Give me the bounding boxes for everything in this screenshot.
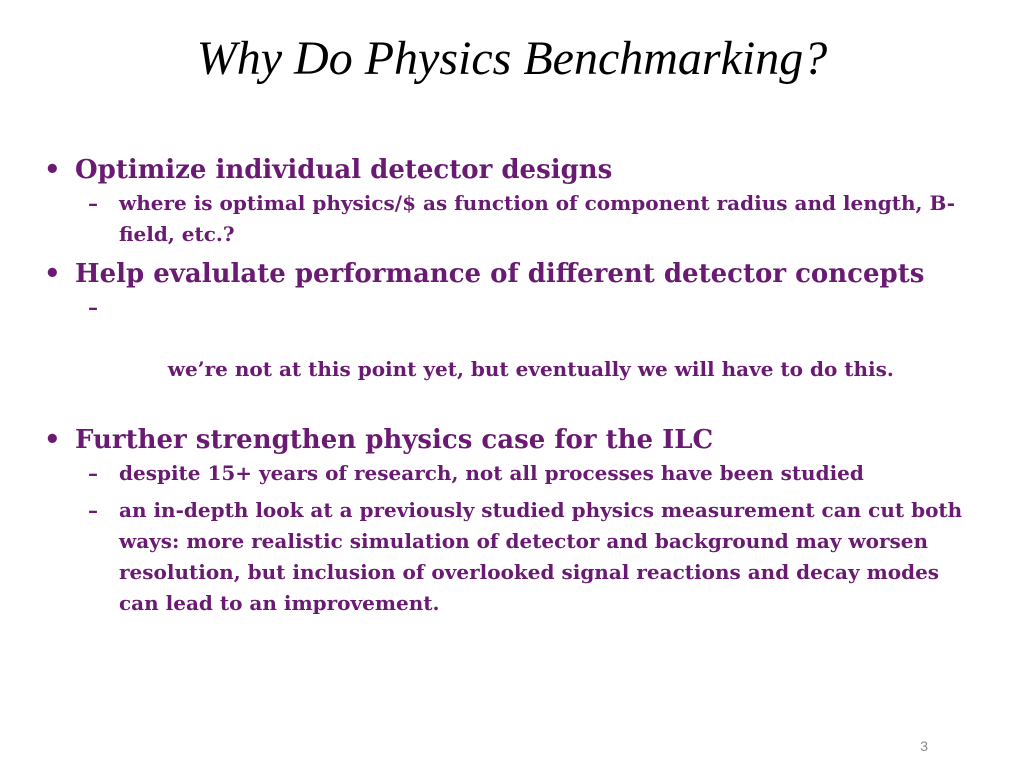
bullet-text: Further strengthen physics case for the ILC (75, 425, 714, 455)
bullet-marker: • (44, 155, 61, 185)
bullet-marker: • (44, 259, 61, 289)
bullet-text: Optimize individual detector designs (75, 155, 613, 185)
sub-bullet-text: we’re not at this point yet, but eventually we will have to do this. (160, 357, 894, 381)
slide-content (44, 148, 974, 619)
sub-bullet-item (44, 188, 974, 250)
sub-bullet-item (44, 495, 974, 619)
sub-bullet-item (44, 292, 974, 416)
dash-marker: – (88, 191, 98, 215)
page-number: 3 (920, 738, 928, 754)
bullet-item (44, 256, 974, 292)
sub-bullet-text: an in-depth look at a previously studied physics measurement can cut both ways: more realistic simulation of detector and background may worsen resolution, but inclusion of overlooked signal reactions and decay modes can lead to an improvement. (119, 498, 963, 615)
sub-bullet-text: where is optimal physics/$ as function of component radius and length, B-field, etc.? (119, 191, 956, 246)
bullet-marker: • (44, 425, 61, 455)
slide-title: Why Do Physics Benchmarking? (196, 32, 828, 85)
dash-marker: – (88, 461, 98, 485)
bullet-text: Help evalulate performance of different detector concepts (75, 259, 925, 289)
dash-marker: – (88, 498, 98, 522)
sub-bullet-item (44, 458, 974, 489)
bullet-item (44, 152, 974, 188)
bullet-item (44, 422, 974, 458)
dash-marker: – (88, 295, 98, 319)
sub-bullet-text: despite 15+ years of research, not all processes have been studied (119, 461, 864, 485)
